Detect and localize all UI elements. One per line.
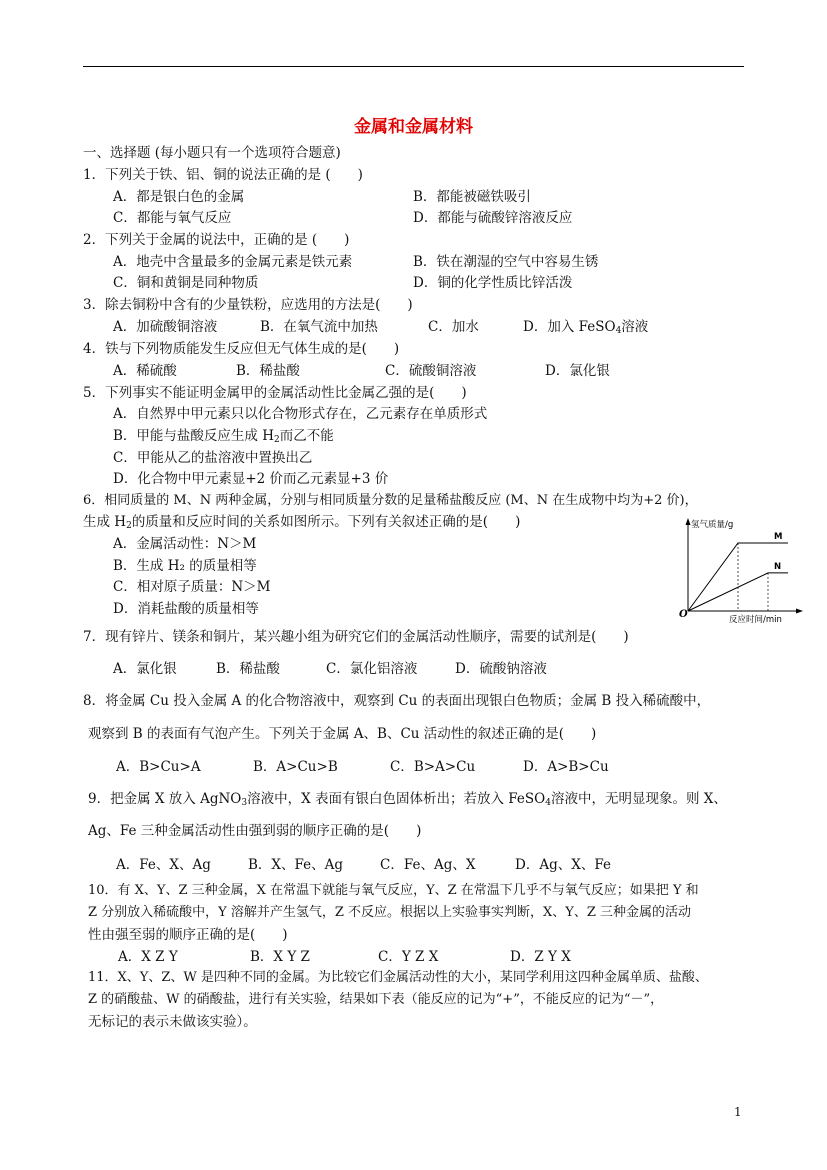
q4-option-b[interactable]: B．稀盐酸 bbox=[236, 363, 300, 379]
q8-option-b[interactable]: B．A>Cu>B bbox=[253, 759, 338, 775]
q10-option-d[interactable]: D．Z Y X bbox=[510, 949, 571, 965]
q6-line-chart bbox=[676, 515, 806, 625]
q7-option-c[interactable]: C．氯化铝溶液 bbox=[326, 661, 418, 677]
q5-stem: 5．下列事实不能证明金属甲的金属活动性比金属乙强的是( ) bbox=[83, 385, 467, 401]
q3-option-a[interactable]: A．加硫酸铜溶液 bbox=[113, 319, 218, 335]
q8-option-d[interactable]: D．A>B>Cu bbox=[523, 759, 609, 775]
q3-option-d[interactable]: D．加入 FeSO$_4$溶液 bbox=[523, 319, 649, 336]
q5-option-d[interactable]: D．化合物中甲元素显+2 价而乙元素显+3 价 bbox=[113, 471, 389, 487]
series-label-n: N bbox=[774, 561, 782, 572]
q6-stem-line1: 6．相同质量的 M、N 两种金属，分别与相同质量分数的足量稀盐酸反应 (M、N 在生成物中均为+2 价)， bbox=[83, 493, 698, 508]
q2-stem: 2．下列关于金属的说法中，正确的是 ( ) bbox=[83, 232, 350, 248]
q6-option-a[interactable]: A．金属活动性：N＞M bbox=[113, 536, 257, 552]
q10-option-c[interactable]: C．Y Z X bbox=[378, 949, 439, 965]
q1-option-b[interactable]: B．都能被磁铁吸引 bbox=[413, 189, 531, 205]
q2-option-b[interactable]: B．铁在潮湿的空气中容易生锈 bbox=[413, 254, 599, 270]
q10-option-a[interactable]: A．X Z Y bbox=[118, 949, 178, 965]
q9-option-a[interactable]: A．Fe、X、Ag bbox=[116, 857, 211, 873]
q1-option-d[interactable]: D．都能与硫酸锌溶液反应 bbox=[413, 210, 573, 226]
q2-option-a[interactable]: A．地壳中含量最多的金属元素是铁元素 bbox=[113, 254, 353, 270]
q4-option-a[interactable]: A．稀硫酸 bbox=[113, 363, 177, 379]
q3-option-b[interactable]: B．在氧气流中加热 bbox=[260, 319, 378, 335]
q9-option-c[interactable]: C．Fe、Ag、X bbox=[380, 857, 476, 873]
q3-option-c[interactable]: C．加水 bbox=[428, 319, 479, 335]
q9-stem-line1: 9．把金属 X 放入 AgNO$_3$溶液中，X 表面有银白色固体析出；若放入 FeSO$_4$溶液中，无明显现象。则 X、 bbox=[88, 791, 727, 808]
q7-option-d[interactable]: D．硫酸钠溶液 bbox=[455, 661, 547, 677]
q5-option-a[interactable]: A．自然界中甲元素只以化合物形式存在，乙元素存在单质形式 bbox=[113, 406, 488, 422]
page-title: 金属和金属材料 bbox=[354, 117, 473, 137]
q1-option-c[interactable]: C．都能与氧气反应 bbox=[113, 210, 232, 226]
q5-option-b[interactable]: B．甲能与盐酸反应生成 $H_2$而乙不能 bbox=[113, 428, 334, 445]
q6-stem-line2: 生成 $H_2$的质量和反应时间的关系如图所示。下列有关叙述正确的是( ) bbox=[83, 514, 521, 531]
q6-option-c[interactable]: C．相对原子质量：N＞M bbox=[113, 579, 271, 595]
y-axis-arrow bbox=[686, 518, 691, 525]
q11-stem-line2: Z 的硝酸盐、W 的硝酸盐，进行有关实验，结果如下表（能反应的记为“+”，不能反应的记为“－”， bbox=[88, 992, 664, 1007]
q2-option-d[interactable]: D．铜的化学性质比锌活泼 bbox=[413, 275, 573, 291]
q1-option-a[interactable]: A．都是银白色的金属 bbox=[113, 189, 245, 205]
q4-option-d[interactable]: D．氯化银 bbox=[545, 363, 610, 379]
q4-option-c[interactable]: C．硫酸铜溶液 bbox=[385, 363, 477, 379]
q11-stem-line3: 无标记的表示未做该实验）。 bbox=[88, 1014, 257, 1030]
q2-option-c[interactable]: C．铜和黄铜是同种物质 bbox=[113, 275, 259, 291]
q10-stem-line2: Z 分别放入稀硫酸中，Y 溶解并产生氢气，Z 不反应。根据以上实验事实判断，X、Y、Z 三种金属的活动 bbox=[88, 905, 692, 920]
q8-stem-line2: 观察到 B 的表面有气泡产生。下列关于金属 A、B、Cu 活动性的叙述正确的是( ) bbox=[88, 726, 597, 742]
q8-option-a[interactable]: A．B>Cu>A bbox=[116, 759, 201, 775]
origin-label: O bbox=[679, 609, 688, 620]
q9-option-b[interactable]: B．X、Fe、Ag bbox=[248, 857, 344, 873]
q9-stem-line2: Ag、Fe 三种金属活动性由强到弱的顺序正确的是( ) bbox=[88, 823, 422, 839]
q8-stem-line1: 8．将金属 Cu 投入金属 A 的化合物溶液中，观察到 Cu 的表面出现银白色物质；金属 B 投入稀硫酸中， bbox=[83, 693, 711, 709]
x-axis-arrow bbox=[796, 609, 803, 614]
q11-stem-line1: 11．X、Y、Z、W 是四种不同的金属。为比较它们金属活动性的大小，某同学利用这四种金属单质、盐酸、 bbox=[88, 970, 708, 985]
q7-option-a[interactable]: A．氯化银 bbox=[113, 661, 177, 677]
q1-stem: 1．下列关于铁、铝、铜的说法正确的是 ( ) bbox=[83, 167, 363, 183]
section-heading: 一、选择题 (每小题只有一个选项符合题意) bbox=[83, 145, 341, 161]
q6-option-d[interactable]: D．消耗盐酸的质量相等 bbox=[113, 601, 259, 617]
q6-option-b[interactable]: B．生成 H₂ 的质量相等 bbox=[113, 558, 257, 574]
q3-stem: 3．除去铜粉中含有的少量铁粉，应选用的方法是( ) bbox=[83, 297, 413, 313]
q10-stem-line1: 10．有 X、Y、Z 三种金属，X 在常温下就能与氧气反应，Y、Z 在常温下几乎不与氧气反应；如果把 Y 和 bbox=[88, 883, 699, 898]
q10-option-b[interactable]: B．X Y Z bbox=[250, 949, 310, 965]
page-number: 1 bbox=[734, 1105, 742, 1119]
q5-option-c[interactable]: C．甲能从乙的盐溶液中置换出乙 bbox=[113, 450, 313, 466]
series-label-m: M bbox=[774, 532, 783, 542]
q10-stem-line3: 性由强至弱的顺序正确的是( ) bbox=[88, 927, 288, 943]
q7-stem: 7．现有锌片、镁条和铜片，某兴趣小组为研究它们的金属活动性顺序，需要的试剂是( ) bbox=[83, 629, 629, 645]
q7-option-b[interactable]: B．稀盐酸 bbox=[216, 661, 280, 677]
x-axis-label: 反应时间/min bbox=[729, 615, 782, 625]
q4-stem: 4．铁与下列物质能发生反应但无气体生成的是( ) bbox=[83, 341, 400, 357]
q9-option-d[interactable]: D．Ag、X、Fe bbox=[515, 857, 611, 873]
header-rule bbox=[83, 66, 744, 67]
q8-option-c[interactable]: C．B>A>Cu bbox=[390, 759, 476, 775]
y-axis-label: 氢气质量/g bbox=[691, 520, 734, 530]
